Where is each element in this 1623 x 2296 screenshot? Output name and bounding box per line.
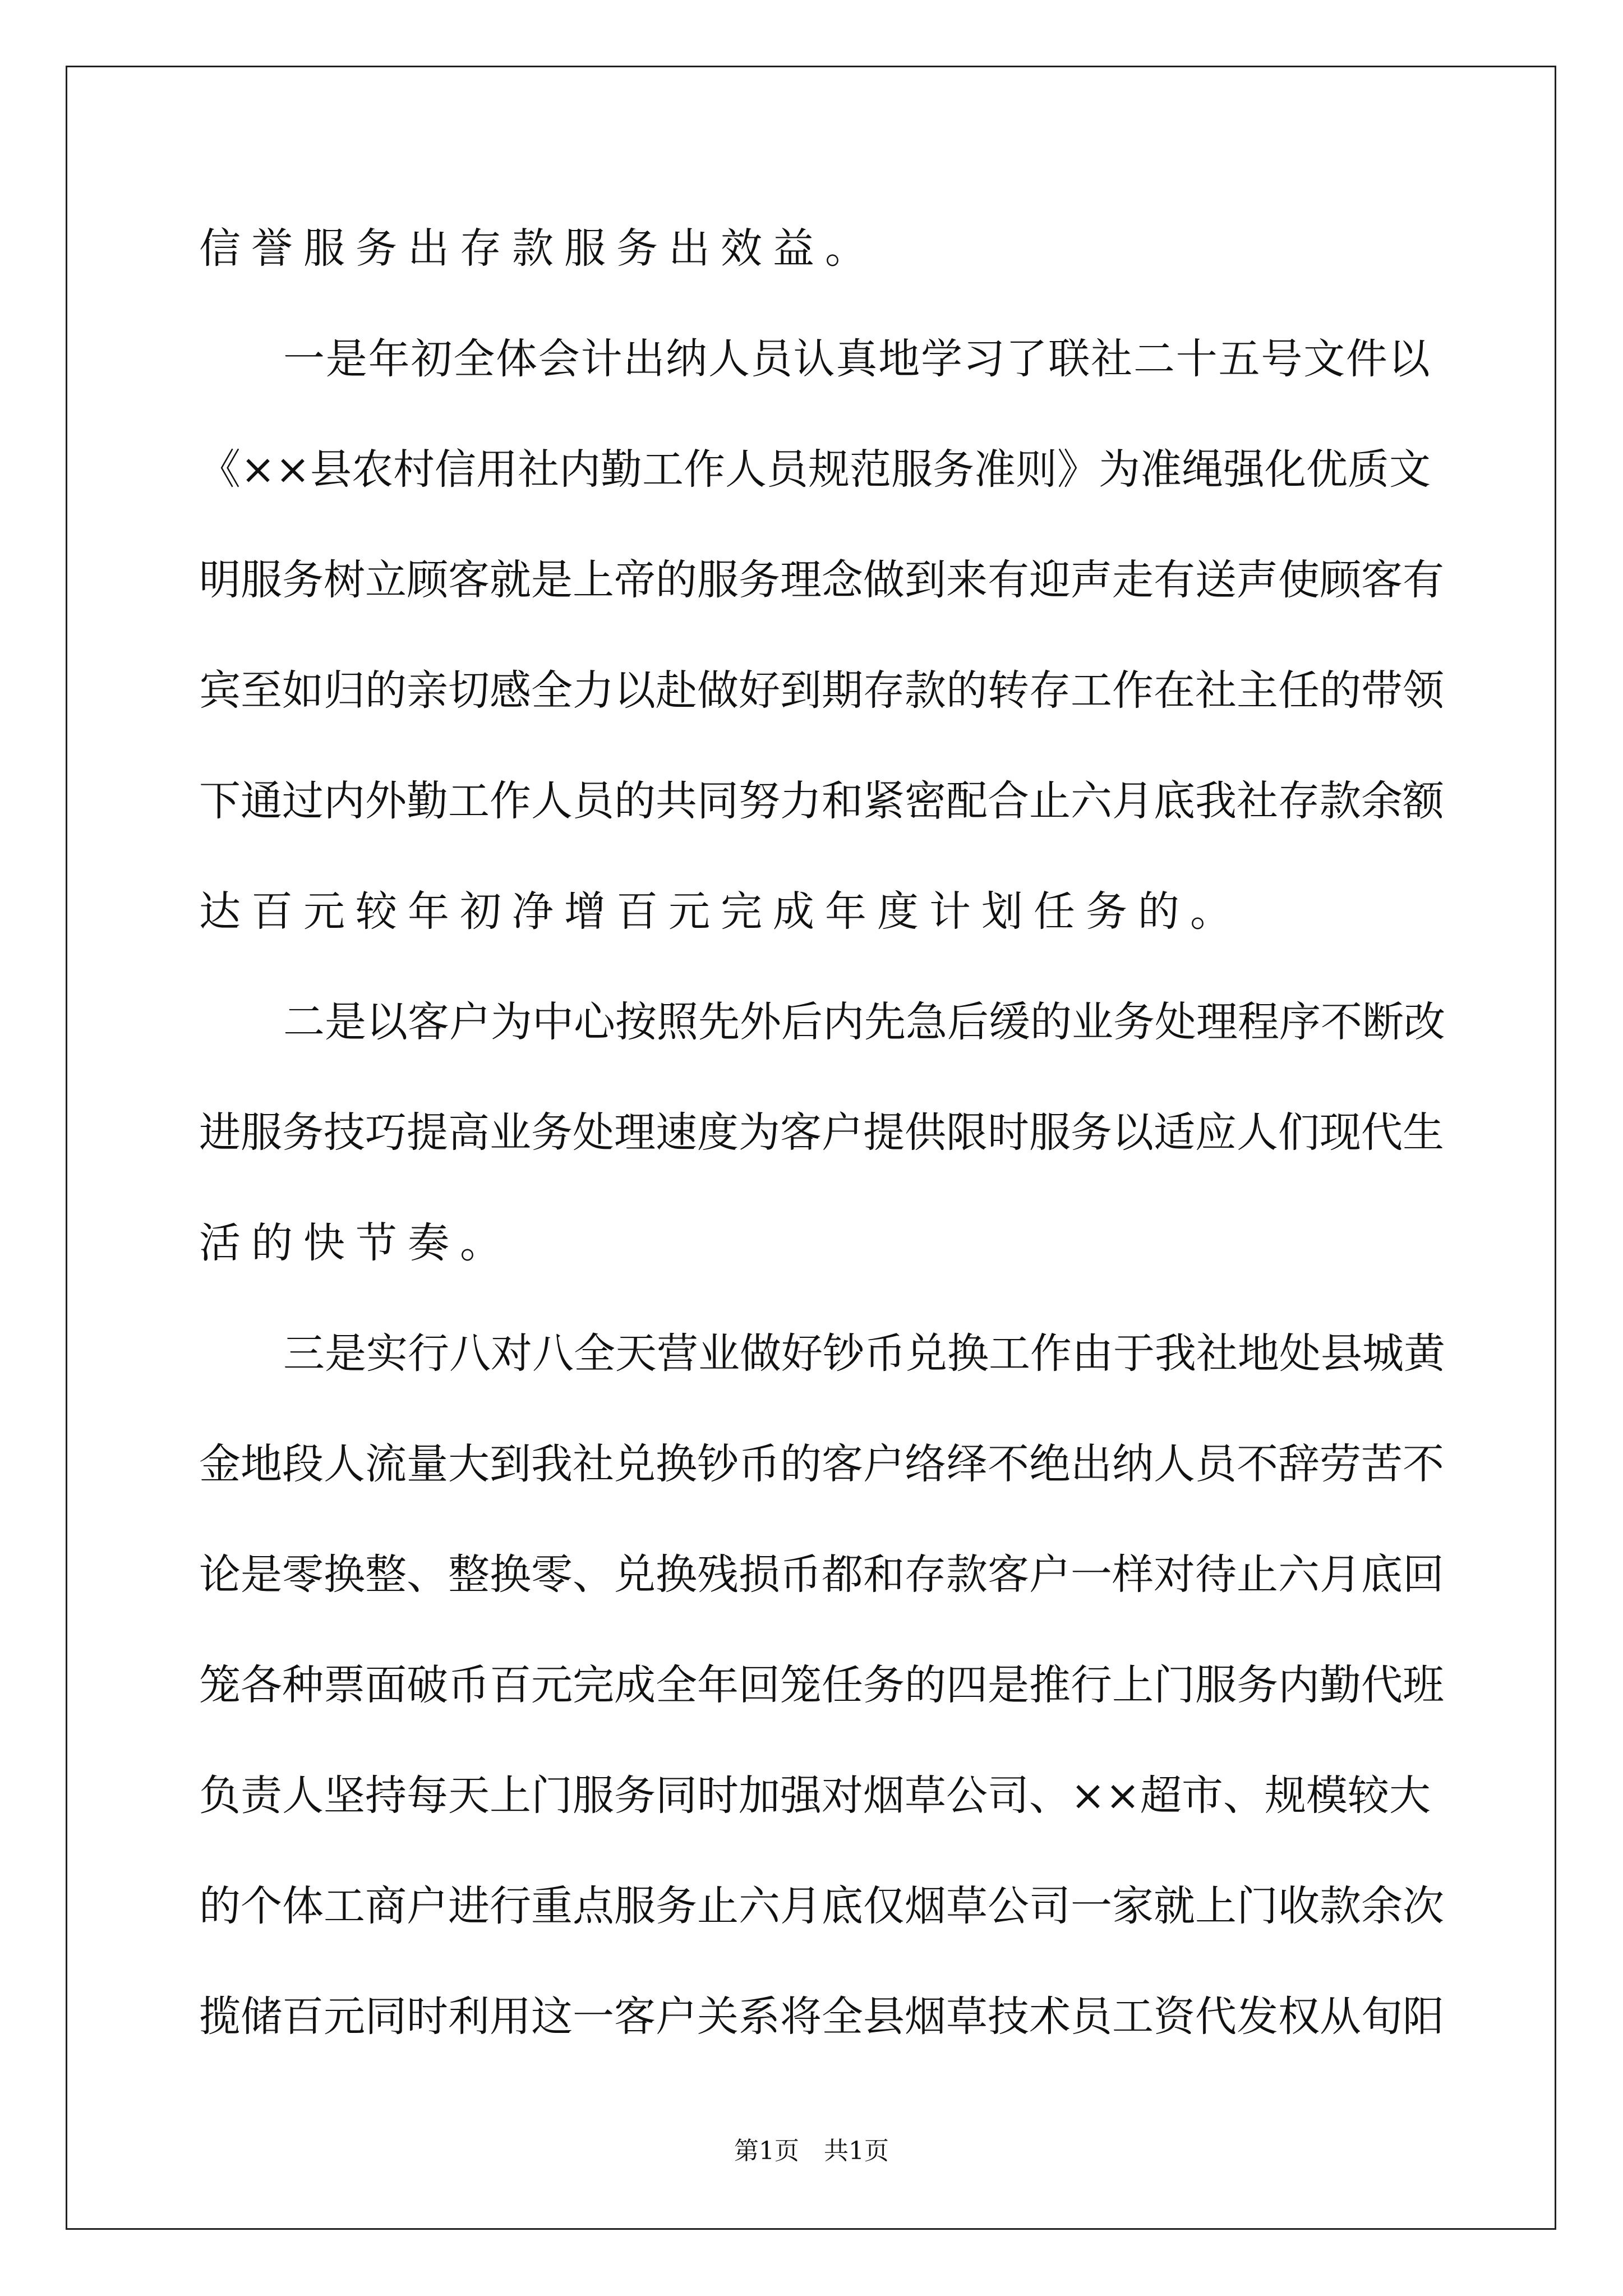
- text-line: 二 是 以 客 户 为 中 心 按 照 先 外 后 内 先 急 后 缓 的 业 务 处 理 程 序 不 断 改: [283, 998, 1445, 1046]
- text-line: 进 服 务 技 巧 提 高 业 务 处 理 速 度 为 客 户 提 供 限 时 服 务 以 适 应 人 们 现 代 生: [199, 1108, 1444, 1157]
- text-line: 活的快节奏。: [199, 1219, 512, 1267]
- text-line: 明 服 务 树 立 顾 客 就 是 上 帝 的 服 务 理 念 做 到 来 有 迎 声 走 有 送 声 使 顾 客 有: [199, 556, 1444, 604]
- text-line: 三 是 实 行 八 对 八 全 天 营 业 做 好 钞 币 兑 换 工 作 由 于 我 社 地 处 县 城 黄: [283, 1329, 1445, 1378]
- text-line: 宾 至 如 归 的 亲 切 感 全 力 以 赴 做 好 到 期 存 款 的 转 存 工 作 在 社 主 任 的 带 领: [199, 666, 1444, 715]
- text-line: 的 个 体 工 商 户 进 行 重 点 服 务 止 六 月 底 仅 烟 草 公 司 一 家 就 上 门 收 款 余 次: [199, 1882, 1444, 1930]
- text-line: 论 是 零 换 整 、 整 换 零 、 兑 换 残 损 币 都 和 存 款 客 户 一 样 对 待 止 六 月 底 回: [199, 1550, 1444, 1599]
- text-line: 一 是 年 初 全 体 会 计 出 纳 人 员 认 真 地 学 习 了 联 社 二 十 五 号 文 件 以: [283, 335, 1430, 383]
- text-line: 达百元较年初净增百元完成年度计划任务的。: [199, 887, 1242, 936]
- text-line: 笼 各 种 票 面 破 币 百 元 完 成 全 年 回 笼 任 务 的 四 是 推 行 上 门 服 务 内 勤 代 班: [199, 1661, 1444, 1709]
- text-line: 金 地 段 人 流 量 大 到 我 社 兑 换 钞 币 的 客 户 络 绎 不 绝 出 纳 人 员 不 辞 劳 苦 不: [199, 1440, 1444, 1488]
- text-line: 《 × × 县 农 村 信 用 社 内 勤 工 作 人 员 规 范 服 务 准 则 》 为 准 绳 强 化 优 质 文: [199, 445, 1431, 494]
- text-line: 负 责 人 坚 持 每 天 上 门 服 务 同 时 加 强 对 烟 草 公 司 、 × × 超 市 、 规 模 较 大: [199, 1772, 1431, 1820]
- page-footer: 第1页 共1页: [734, 2137, 889, 2165]
- text-line: 信誉服务出存款服务出效益。: [199, 224, 877, 273]
- text-line: 下 通 过 内 外 勤 工 作 人 员 的 共 同 努 力 和 紧 密 配 合 止 六 月 底 我 社 存 款 余 额: [199, 777, 1444, 825]
- text-line: 揽 储 百 元 同 时 利 用 这 一 客 户 关 系 将 全 县 烟 草 技 术 员 工 资 代 发 权 从 旬 阳: [199, 1993, 1444, 2041]
